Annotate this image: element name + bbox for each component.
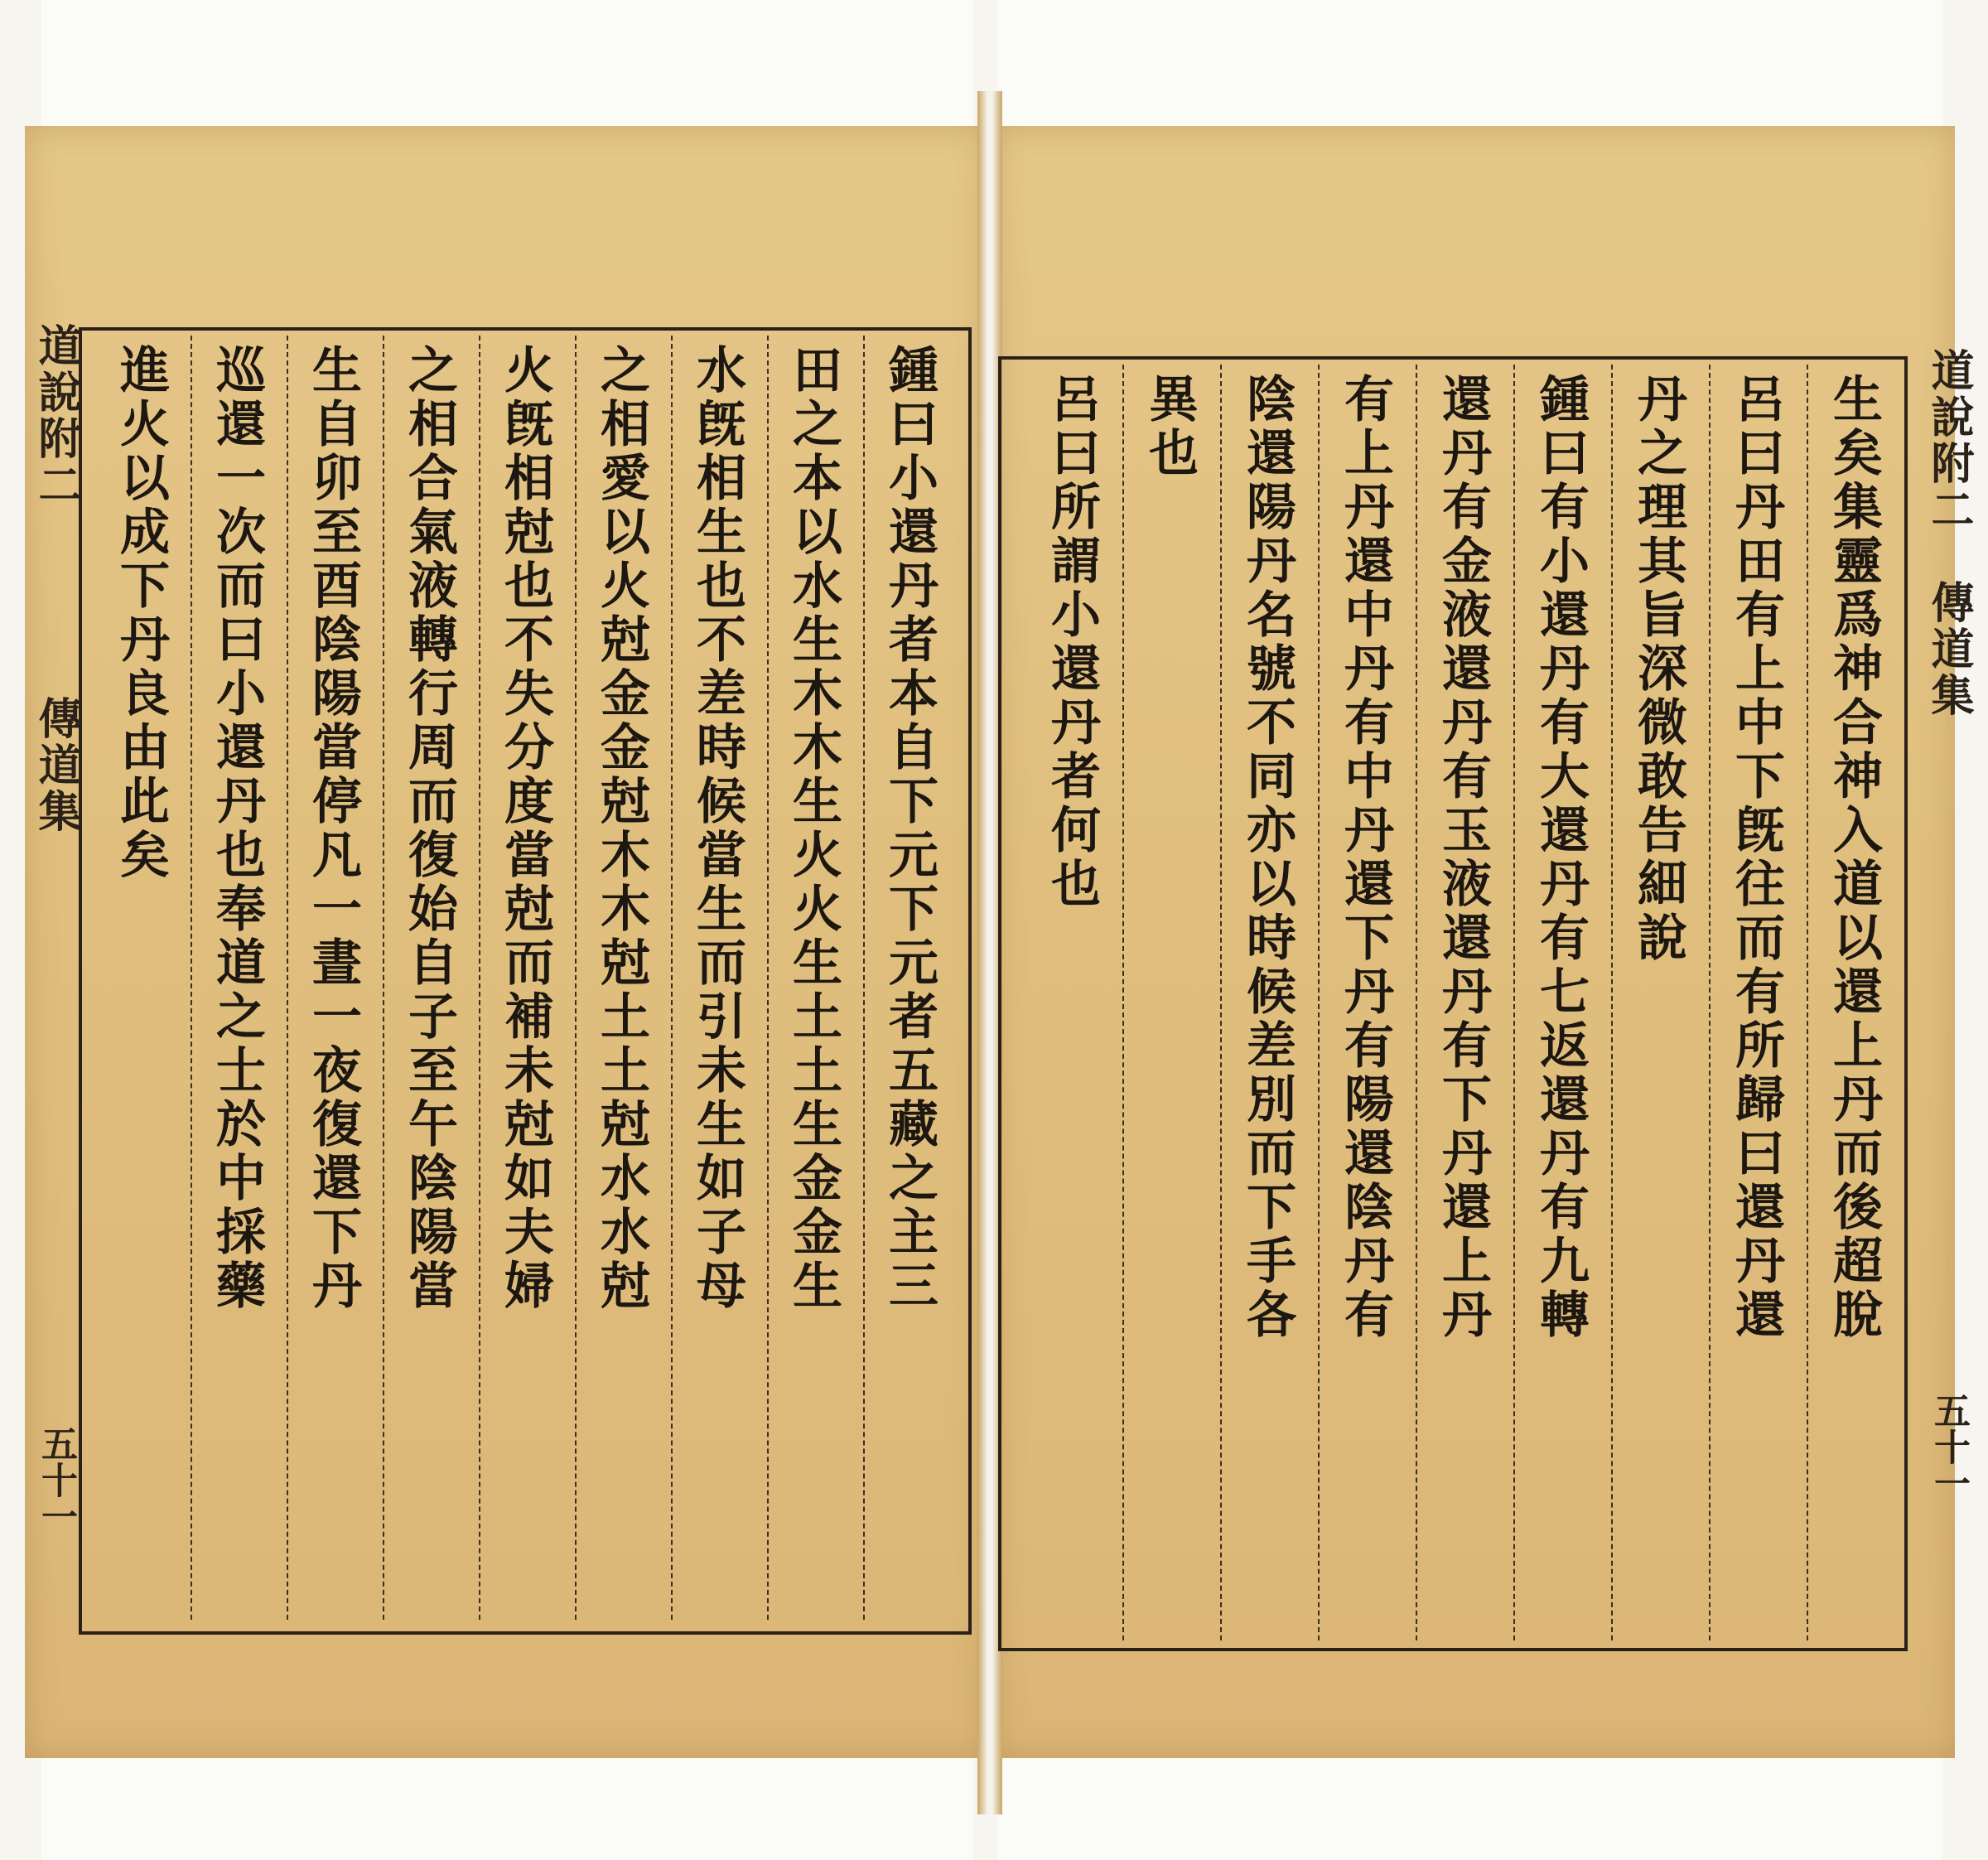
left-page-column-4: 之相愛以火尅金金尅木木尅土土尅水水尅 bbox=[592, 344, 650, 1313]
column-rule bbox=[383, 336, 384, 1620]
right-page-column-1: 生矣集靈爲神合神入道以還上丹而後超脫 bbox=[1825, 373, 1883, 1342]
right-page-column-8: 異也 bbox=[1141, 373, 1199, 481]
left-page-column-5: 火旣相尅也不失分度當尅而補未尅如夫婦 bbox=[496, 344, 554, 1313]
left-page-column-2: 田之本以水生木木生火火生土土生金金生 bbox=[784, 344, 842, 1313]
right-page-column-2: 呂曰丹田有上中下旣往而有所歸曰還丹還 bbox=[1727, 373, 1785, 1342]
right-page-column-6: 有上丹還中丹有中丹還下丹有陽還陰丹有 bbox=[1336, 373, 1394, 1342]
column-rule bbox=[1220, 365, 1222, 1640]
left-page-column-6: 之相合氣液轉行周而復始自子至午陰陽當 bbox=[400, 344, 458, 1313]
column-rule bbox=[287, 336, 288, 1620]
column-rule bbox=[1611, 365, 1613, 1640]
column-rule bbox=[1318, 365, 1320, 1640]
left-page-column-7: 生自卯至酉陰陽當停凡一晝一夜復還下丹 bbox=[304, 344, 362, 1313]
right-page-column-4: 鍾曰有小還丹有大還丹有七返還丹有九轉 bbox=[1532, 373, 1590, 1342]
left-page-column-3: 水旣相生也不差時候當生而引未生如子母 bbox=[688, 344, 746, 1313]
right-page-column-9: 呂曰所謂小還丹者何也 bbox=[1043, 373, 1101, 911]
column-rule bbox=[1709, 365, 1711, 1640]
right-margin-subtitle: 傳道集 bbox=[1923, 580, 1974, 719]
column-rule bbox=[671, 336, 673, 1620]
column-rule bbox=[191, 336, 192, 1620]
right-folio: 五十一 bbox=[1928, 1392, 1970, 1501]
left-page-column-8: 巡還一次而曰小還丹也奉道之士於中採藥 bbox=[208, 344, 266, 1313]
left-page-column-1: 鍾曰小還丹者本自下元下元者五藏之主三 bbox=[881, 344, 939, 1313]
left-page-column-9: 進火以成下丹良由此矣 bbox=[112, 344, 170, 882]
column-rule bbox=[479, 336, 480, 1620]
left-folio: 五十一 bbox=[35, 1425, 77, 1534]
column-rule bbox=[863, 336, 865, 1620]
column-rule bbox=[767, 336, 769, 1620]
column-rule bbox=[1122, 365, 1124, 1640]
column-rule bbox=[575, 336, 577, 1620]
left-margin-title: 道說附二 bbox=[31, 323, 81, 509]
right-page-column-3: 丹之理其旨深微敢告細說 bbox=[1629, 373, 1687, 965]
right-margin-title: 道說附二 bbox=[1923, 348, 1974, 534]
right-page-column-5: 還丹有金液還丹有玉液還丹有下丹還上丹 bbox=[1434, 373, 1492, 1342]
left-margin-subtitle: 傳道集 bbox=[31, 696, 81, 835]
column-rule bbox=[1807, 365, 1808, 1640]
column-rule bbox=[1513, 365, 1515, 1640]
column-rule bbox=[1416, 365, 1417, 1640]
right-page-column-7: 陰還陽丹名號不同亦以時候差別而下手各 bbox=[1238, 373, 1296, 1342]
